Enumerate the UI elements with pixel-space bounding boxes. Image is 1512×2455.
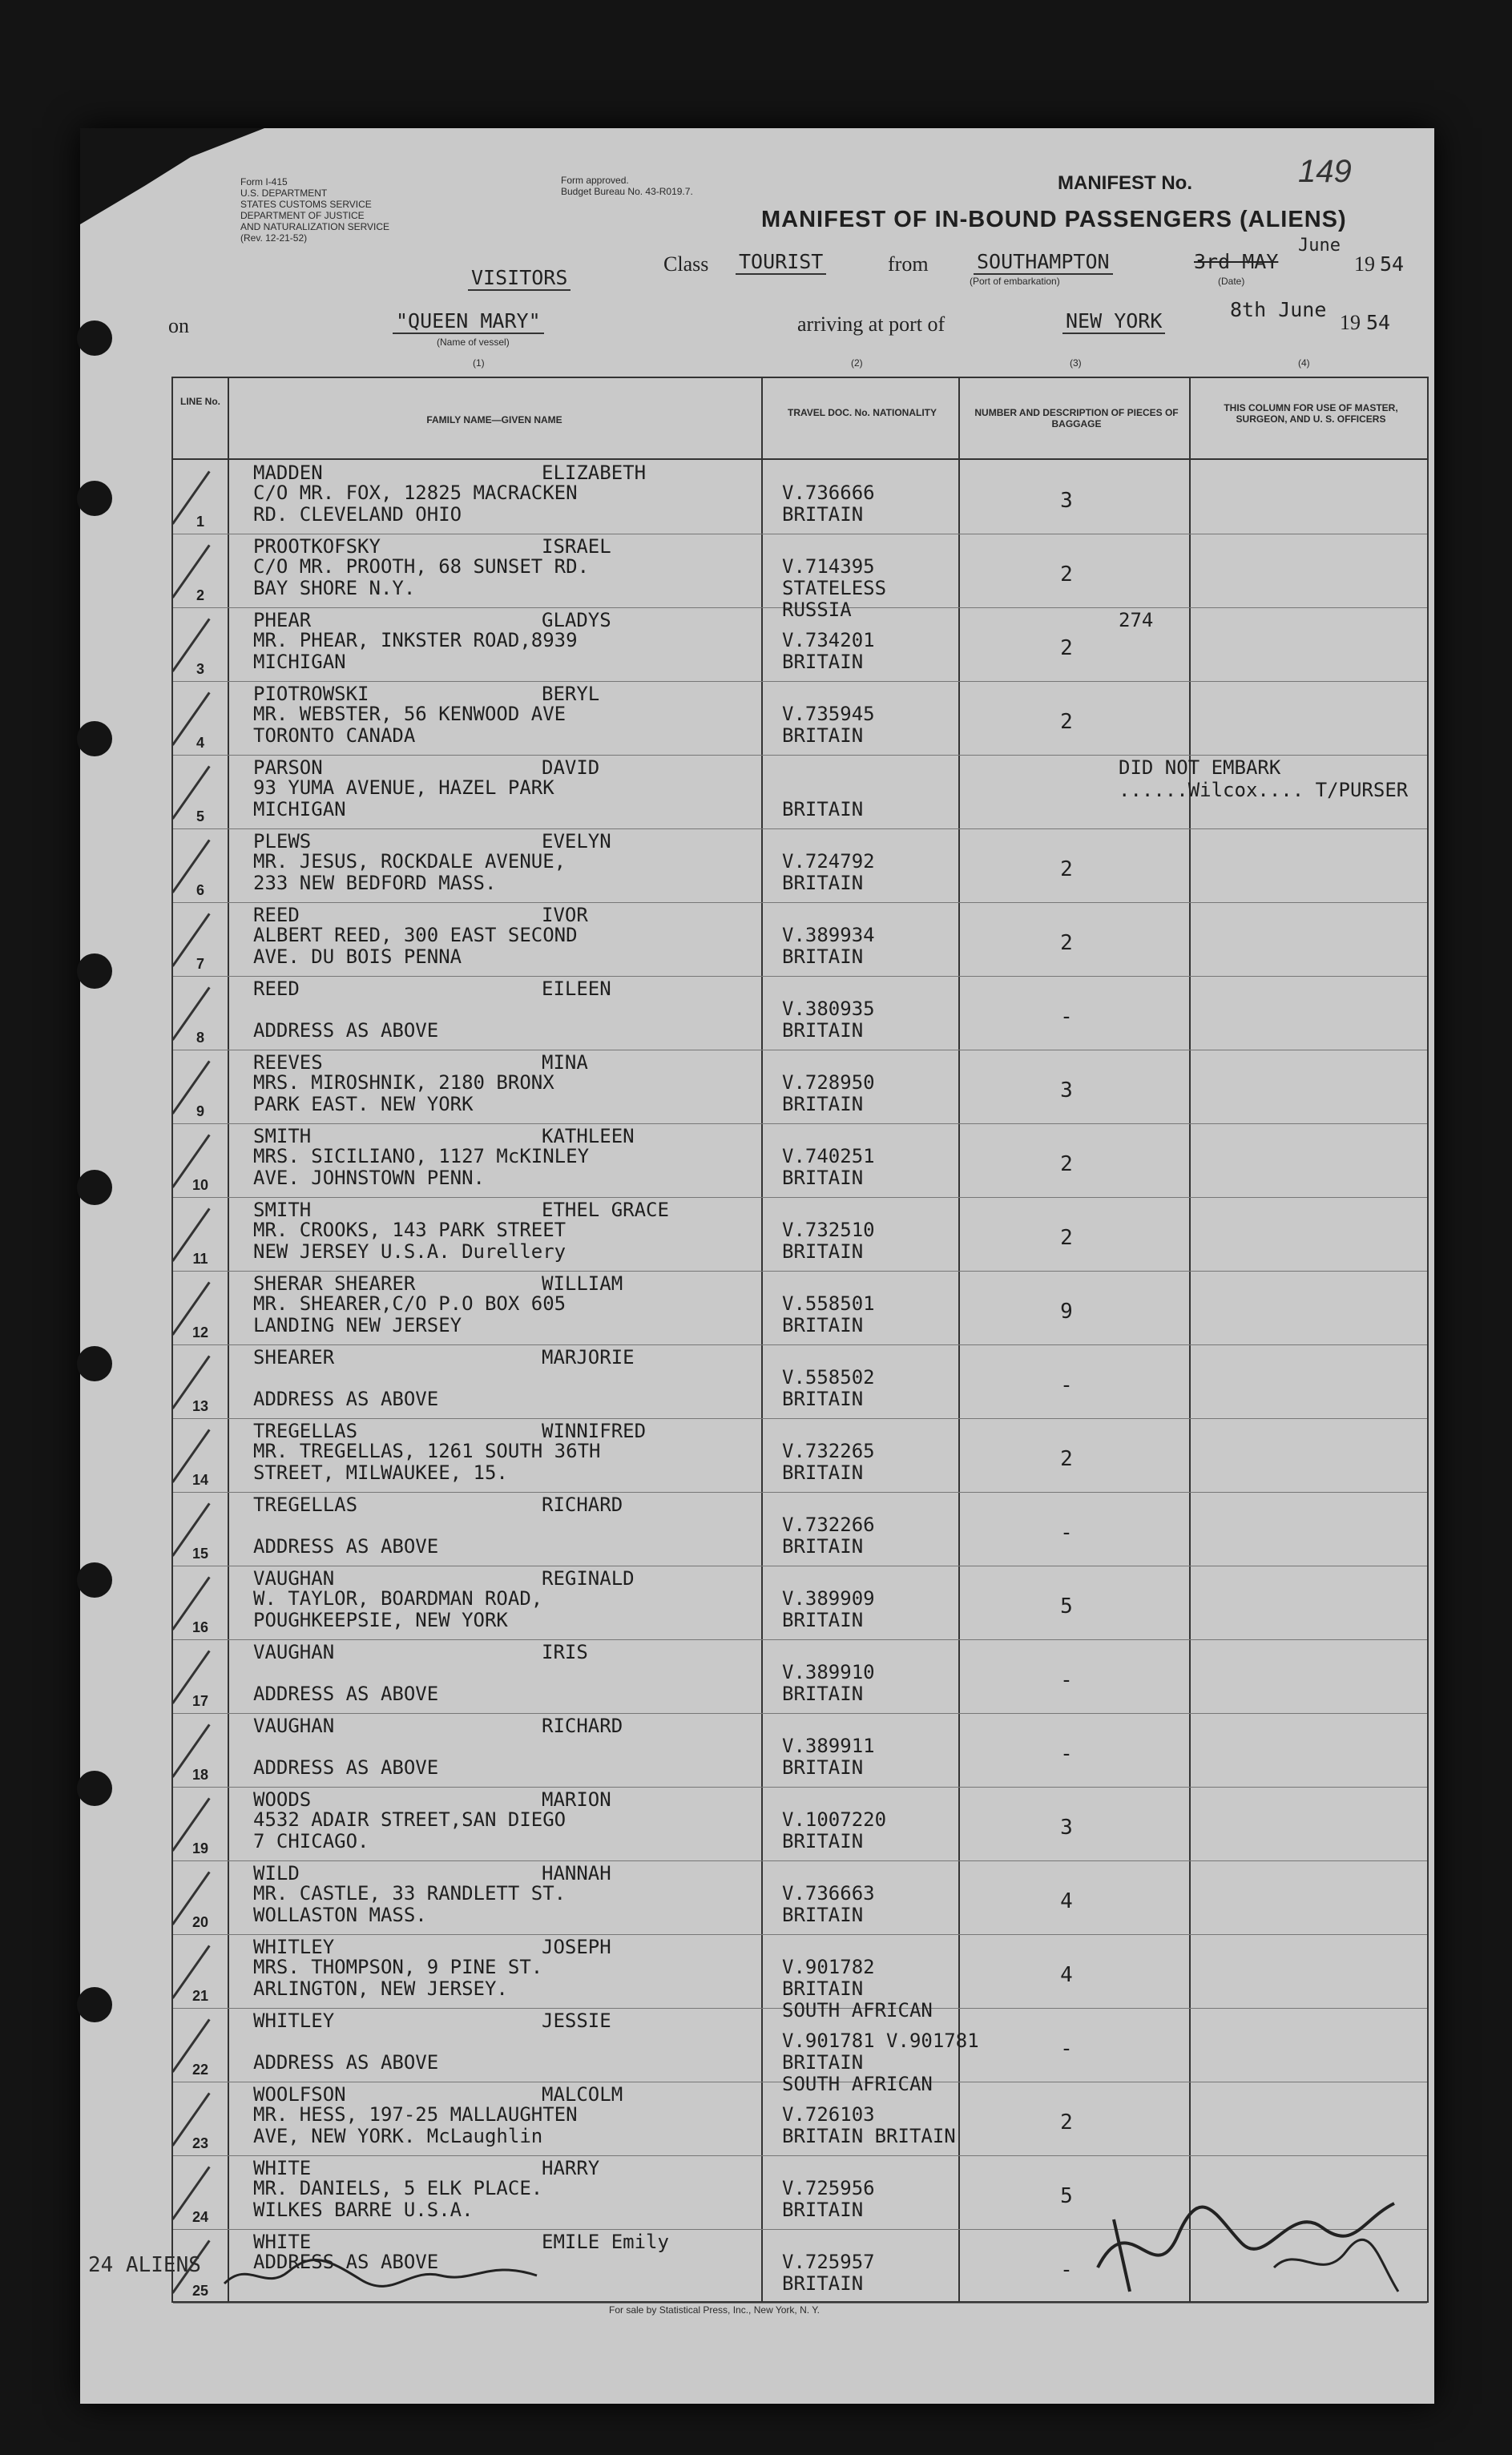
given-name: WINNIFRED [542, 1420, 647, 1442]
manifest-title: MANIFEST OF IN-BOUND PASSENGERS (ALIENS) [761, 207, 1347, 232]
given-name: MARION [542, 1788, 611, 1811]
column-number: (3) [1070, 357, 1082, 369]
family-name: REED [253, 904, 300, 926]
passenger-row [173, 1050, 1427, 1124]
line-number: 10 [192, 1177, 209, 1193]
given-name: WILLIAM [542, 1272, 623, 1295]
line-number: 4 [196, 735, 204, 751]
manifest-number: 149 [1298, 154, 1352, 189]
passenger-table [171, 377, 1429, 2303]
travel-doc: V.728950 BRITAIN [782, 1071, 875, 1115]
officer-note: DID NOT EMBARK ......Wilcox.... T/PURSER [1119, 756, 1409, 801]
address: ADDRESS AS ABOVE [253, 1756, 439, 1779]
travel-doc: V.389934 BRITAIN [782, 924, 875, 968]
form-number-block: Form I-415 U.S. DEPARTMENT STATES CUSTOMS SERVICE DEPARTMENT OF JUSTICE AND NATURALIZATION SERVICE (Rev. 12-21-52) [240, 176, 390, 244]
travel-doc: V.901782 BRITAIN SOUTH AFRICAN [782, 1956, 933, 2022]
given-name: RICHARD [542, 1494, 623, 1516]
address: MR. HESS, 197-25 MALLAUGHTEN AVE, NEW YORK. McLaughlin [253, 2103, 578, 2147]
family-name: WILD [253, 1862, 300, 1885]
given-name: ELIZABETH [542, 462, 647, 484]
line-number: 18 [192, 1767, 209, 1783]
header-travel-doc: TRAVEL DOC. No. NATIONALITY [788, 407, 937, 418]
date-caption: (Date) [1218, 276, 1245, 287]
passenger-row [173, 755, 1427, 829]
travel-doc: V.725957 BRITAIN [782, 2251, 875, 2295]
line-number: 11 [192, 1251, 208, 1267]
address: MRS. THOMPSON, 9 PINE ST. ARLINGTON, NEW JERSEY. [253, 1956, 543, 2000]
line-number: 23 [192, 2135, 209, 2151]
baggage-count: 2 [1060, 1152, 1073, 1176]
arrival-date: 8th June [1230, 298, 1327, 321]
travel-doc: V.1007220 BRITAIN [782, 1808, 887, 1852]
line-number: 7 [196, 956, 204, 972]
punch-hole [77, 953, 112, 989]
family-name: VAUGHAN [253, 1641, 335, 1663]
header-baggage: NUMBER AND DESCRIPTION OF PIECES OF BAGGAGE [974, 407, 1179, 429]
passenger-row [173, 1492, 1427, 1566]
baggage-count: 4 [1060, 1963, 1073, 1987]
address: ALBERT REED, 300 EAST SECOND AVE. DU BOIS PENNA [253, 924, 578, 968]
punch-hole [77, 1346, 112, 1381]
visitors-label: VISITORS [468, 266, 571, 289]
punch-hole [77, 320, 112, 356]
travel-doc: V.732266 BRITAIN [782, 1514, 875, 1558]
arriving-label: arriving at port of [797, 312, 946, 336]
passenger-row [173, 1860, 1427, 1935]
baggage-count: 5 [1060, 1594, 1073, 1619]
address: ADDRESS AS ABOVE [253, 2051, 439, 2074]
passenger-row [173, 1344, 1427, 1419]
given-name: HANNAH [542, 1862, 611, 1885]
baggage-count: 2 [1060, 710, 1073, 734]
address: ADDRESS AS ABOVE [253, 1683, 439, 1705]
line-number: 2 [196, 587, 204, 603]
line-number: 20 [192, 1914, 209, 1930]
given-name: HARRY [542, 2157, 600, 2179]
family-name: WHITE [253, 2157, 312, 2179]
given-name: ISRAEL [542, 535, 611, 558]
given-name: MINA [542, 1051, 588, 1074]
manifest-number-label: MANIFEST No. [1058, 172, 1192, 194]
baggage-count: 4 [1060, 1889, 1073, 1913]
class-label: Class [663, 252, 709, 276]
vessel-name: "QUEEN MARY" [393, 309, 544, 333]
given-name: IRIS [542, 1641, 588, 1663]
line-number: 3 [196, 661, 204, 677]
travel-doc: V.389909 BRITAIN [782, 1587, 875, 1631]
port-of-embarkation: SOUTHAMPTON [974, 250, 1113, 273]
given-name: IVOR [542, 904, 588, 926]
travel-doc: V.725956 BRITAIN [782, 2177, 875, 2221]
address: 93 YUMA AVENUE, HAZEL PARK MICHIGAN [253, 776, 554, 820]
header-officers: THIS COLUMN FOR USE OF MASTER, SURGEON, AND U. S. OFFICERS [1224, 402, 1398, 425]
baggage-count: - [1060, 2037, 1073, 2061]
address: W. TAYLOR, BOARDMAN ROAD, POUGHKEEPSIE, NEW YORK [253, 1587, 543, 1631]
given-name: JESSIE [542, 2010, 611, 2032]
officer-note: 274 [1119, 609, 1154, 631]
baggage-count: - [1060, 1373, 1073, 1397]
family-name: VAUGHAN [253, 1715, 335, 1737]
baggage-count: 2 [1060, 1447, 1073, 1471]
given-name: MALCOLM [542, 2083, 623, 2106]
given-name: MARJORIE [542, 1346, 635, 1369]
line-number: 15 [192, 1546, 209, 1562]
address: ADDRESS AS ABOVE [253, 1535, 439, 1558]
given-name: EVELYN [542, 830, 611, 853]
line-number: 19 [192, 1840, 209, 1856]
given-name: ETHEL GRACE [542, 1199, 669, 1221]
travel-doc: V.734201 BRITAIN [782, 629, 875, 673]
baggage-count: 2 [1060, 562, 1073, 587]
given-name: EILEEN [542, 978, 611, 1000]
passenger-row [173, 1713, 1427, 1788]
from-label: from [888, 252, 929, 276]
punch-hole [77, 1987, 112, 2022]
travel-doc: V.389911 BRITAIN [782, 1735, 875, 1779]
baggage-count: 9 [1060, 1300, 1073, 1324]
given-name: RICHARD [542, 1715, 623, 1737]
address: MR. JESUS, ROCKDALE AVENUE, 233 NEW BEDFORD MASS. [253, 850, 566, 894]
column-number: (4) [1298, 357, 1310, 369]
passenger-row [173, 1123, 1427, 1198]
passenger-row [173, 2082, 1427, 2156]
year-prefix: 19 [1354, 252, 1375, 276]
family-name: REEVES [253, 1051, 323, 1074]
baggage-count: - [1060, 1521, 1073, 1545]
family-name: WOODS [253, 1788, 312, 1811]
passenger-row [173, 607, 1427, 682]
line-number: 25 [192, 2283, 209, 2299]
date-correction: June [1298, 236, 1341, 256]
baggage-count: 2 [1060, 857, 1073, 881]
punch-hole [77, 1771, 112, 1806]
travel-doc: V.901781 V.901781 BRITAIN SOUTH AFRICAN [782, 2030, 979, 2095]
baggage-count: 2 [1060, 636, 1073, 660]
address: MR. CASTLE, 33 RANDLETT ST. WOLLASTON MASS. [253, 1882, 566, 1926]
travel-doc: V.724792 BRITAIN [782, 850, 875, 894]
address: C/O MR. FOX, 12825 MACRACKEN RD. CLEVELAND OHIO [253, 482, 578, 526]
year-value: 54 [1380, 252, 1405, 276]
address: MR. SHEARER,C/O P.O BOX 605 LANDING NEW JERSEY [253, 1292, 566, 1336]
form-approval: Form approved. Budget Bureau No. 43-R019.7. [561, 175, 693, 197]
line-number: 14 [192, 1472, 209, 1488]
departure-date: 3rd MAY [1194, 250, 1279, 273]
arrival-port: NEW YORK [1062, 309, 1165, 333]
travel-doc: V.740251 BRITAIN [782, 1145, 875, 1189]
passenger-row [173, 1418, 1427, 1493]
line-number: 12 [192, 1324, 209, 1340]
aliens-count: 24 ALIENS [88, 2253, 201, 2277]
given-name: GLADYS [542, 609, 611, 631]
given-name: DAVID [542, 756, 600, 779]
passenger-row [173, 460, 1427, 534]
travel-doc: V.732510 BRITAIN [782, 1219, 875, 1263]
family-name: SMITH [253, 1199, 312, 1221]
family-name: PHEAR [253, 609, 312, 631]
travel-doc: V.714395 STATELESS RUSSIA [782, 555, 887, 621]
travel-doc: V.736666 BRITAIN [782, 482, 875, 526]
passenger-row [173, 902, 1427, 977]
punch-hole [77, 1170, 112, 1205]
line-number: 21 [192, 1988, 209, 2004]
class-value: TOURIST [736, 250, 826, 273]
passenger-row [173, 1639, 1427, 1714]
family-name: MADDEN [253, 462, 323, 484]
printer-footer: For sale by Statistical Press, Inc., New York, N. Y. [609, 2304, 820, 2316]
travel-doc: V.558501 BRITAIN [782, 1292, 875, 1336]
on-label: on [168, 314, 189, 337]
family-name: WHITE [253, 2231, 312, 2253]
baggage-count: - [1060, 2258, 1073, 2282]
passenger-row [173, 1566, 1427, 1640]
family-name: TREGELLAS [253, 1494, 358, 1516]
family-name: PLEWS [253, 830, 312, 853]
header-line-no: LINE No. [180, 396, 220, 407]
baggage-count: 3 [1060, 489, 1073, 513]
baggage-count: 5 [1060, 2184, 1073, 2208]
torn-corner [80, 128, 264, 224]
port-caption: (Port of embarkation) [970, 276, 1060, 287]
address: MR. CROOKS, 143 PARK STREET NEW JERSEY U.S.A. Durellery [253, 1219, 566, 1263]
family-name: TREGELLAS [253, 1420, 358, 1442]
clerk-signature [216, 2251, 553, 2300]
baggage-count: - [1060, 1742, 1073, 1766]
travel-doc: BRITAIN [782, 798, 864, 820]
family-name: SMITH [253, 1125, 312, 1147]
family-name: WOOLFSON [253, 2083, 346, 2106]
line-number: 1 [196, 514, 204, 530]
family-name: WHITLEY [253, 1936, 335, 1958]
passenger-row [173, 976, 1427, 1050]
punch-hole [77, 1562, 112, 1598]
family-name: PARSON [253, 756, 323, 779]
punch-hole [77, 721, 112, 756]
line-number: 8 [196, 1030, 204, 1046]
arrival-year-prefix: 19 [1340, 311, 1361, 334]
baggage-count: 2 [1060, 1226, 1073, 1250]
address: MRS. MIROSHNIK, 2180 BRONX PARK EAST. NEW YORK [253, 1071, 554, 1115]
address: MR. TREGELLAS, 1261 SOUTH 36TH STREET, MILWAUKEE, 15. [253, 1440, 601, 1484]
line-number: 6 [196, 882, 204, 898]
address: MR. DANIELS, 5 ELK PLACE. WILKES BARRE U.S.A. [253, 2177, 543, 2221]
address: MR. WEBSTER, 56 KENWOOD AVE TORONTO CANADA [253, 703, 566, 747]
address: MR. PHEAR, INKSTER ROAD,8939 MICHIGAN [253, 629, 578, 673]
family-name: SHERAR SHEARER [253, 1272, 416, 1295]
given-name: REGINALD [542, 1567, 635, 1590]
family-name: SHEARER [253, 1346, 335, 1369]
baggage-count: 2 [1060, 2110, 1073, 2135]
baggage-count: 3 [1060, 1816, 1073, 1840]
given-name: KATHLEEN [542, 1125, 635, 1147]
punch-hole [77, 481, 112, 516]
line-number: 22 [192, 2062, 209, 2078]
header-name: FAMILY NAME—GIVEN NAME [426, 414, 562, 425]
travel-doc: V.380935 BRITAIN [782, 998, 875, 1042]
family-name: WHITLEY [253, 2010, 335, 2032]
passenger-row [173, 828, 1427, 903]
address: MRS. SICILIANO, 1127 McKINLEY AVE. JOHNSTOWN PENN. [253, 1145, 590, 1189]
passenger-row [173, 1271, 1427, 1345]
given-name: BERYL [542, 683, 600, 705]
address: C/O MR. PROOTH, 68 SUNSET RD. BAY SHORE N.Y. [253, 555, 590, 599]
line-number: 13 [192, 1398, 209, 1414]
official-signature [1082, 2171, 1418, 2316]
baggage-count: - [1060, 1668, 1073, 1692]
vessel-caption: (Name of vessel) [437, 337, 510, 348]
address: ADDRESS AS ABOVE [253, 2251, 439, 2273]
column-number: (1) [473, 357, 485, 369]
travel-doc: V.732265 BRITAIN [782, 1440, 875, 1484]
address: ADDRESS AS ABOVE [253, 1019, 439, 1042]
passenger-row [173, 681, 1427, 756]
family-name: PROOTKOFSKY [253, 535, 381, 558]
family-name: PIOTROWSKI [253, 683, 369, 705]
baggage-count: 2 [1060, 931, 1073, 955]
family-name: VAUGHAN [253, 1567, 335, 1590]
line-number: 5 [196, 808, 204, 824]
travel-doc: V.735945 BRITAIN [782, 703, 875, 747]
line-number: 9 [196, 1103, 204, 1119]
given-name: EMILE Emily [542, 2231, 669, 2253]
address: ADDRESS AS ABOVE [253, 1388, 439, 1410]
family-name: REED [253, 978, 300, 1000]
travel-doc: V.736663 BRITAIN [782, 1882, 875, 1926]
address: 4532 ADAIR STREET,SAN DIEGO 7 CHICAGO. [253, 1808, 566, 1852]
travel-doc: V.389910 BRITAIN [782, 1661, 875, 1705]
given-name: JOSEPH [542, 1936, 611, 1958]
baggage-count: - [1060, 1005, 1073, 1029]
arrival-year: 54 [1366, 311, 1391, 334]
travel-doc: V.726103 BRITAIN BRITAIN [782, 2103, 956, 2147]
line-number: 17 [192, 1693, 209, 1709]
passenger-row [173, 1197, 1427, 1272]
line-number: 16 [192, 1619, 209, 1635]
passenger-row [173, 1787, 1427, 1861]
column-number: (2) [851, 357, 863, 369]
baggage-count: 3 [1060, 1078, 1073, 1103]
line-number: 24 [192, 2209, 209, 2225]
travel-doc: V.558502 BRITAIN [782, 1366, 875, 1410]
